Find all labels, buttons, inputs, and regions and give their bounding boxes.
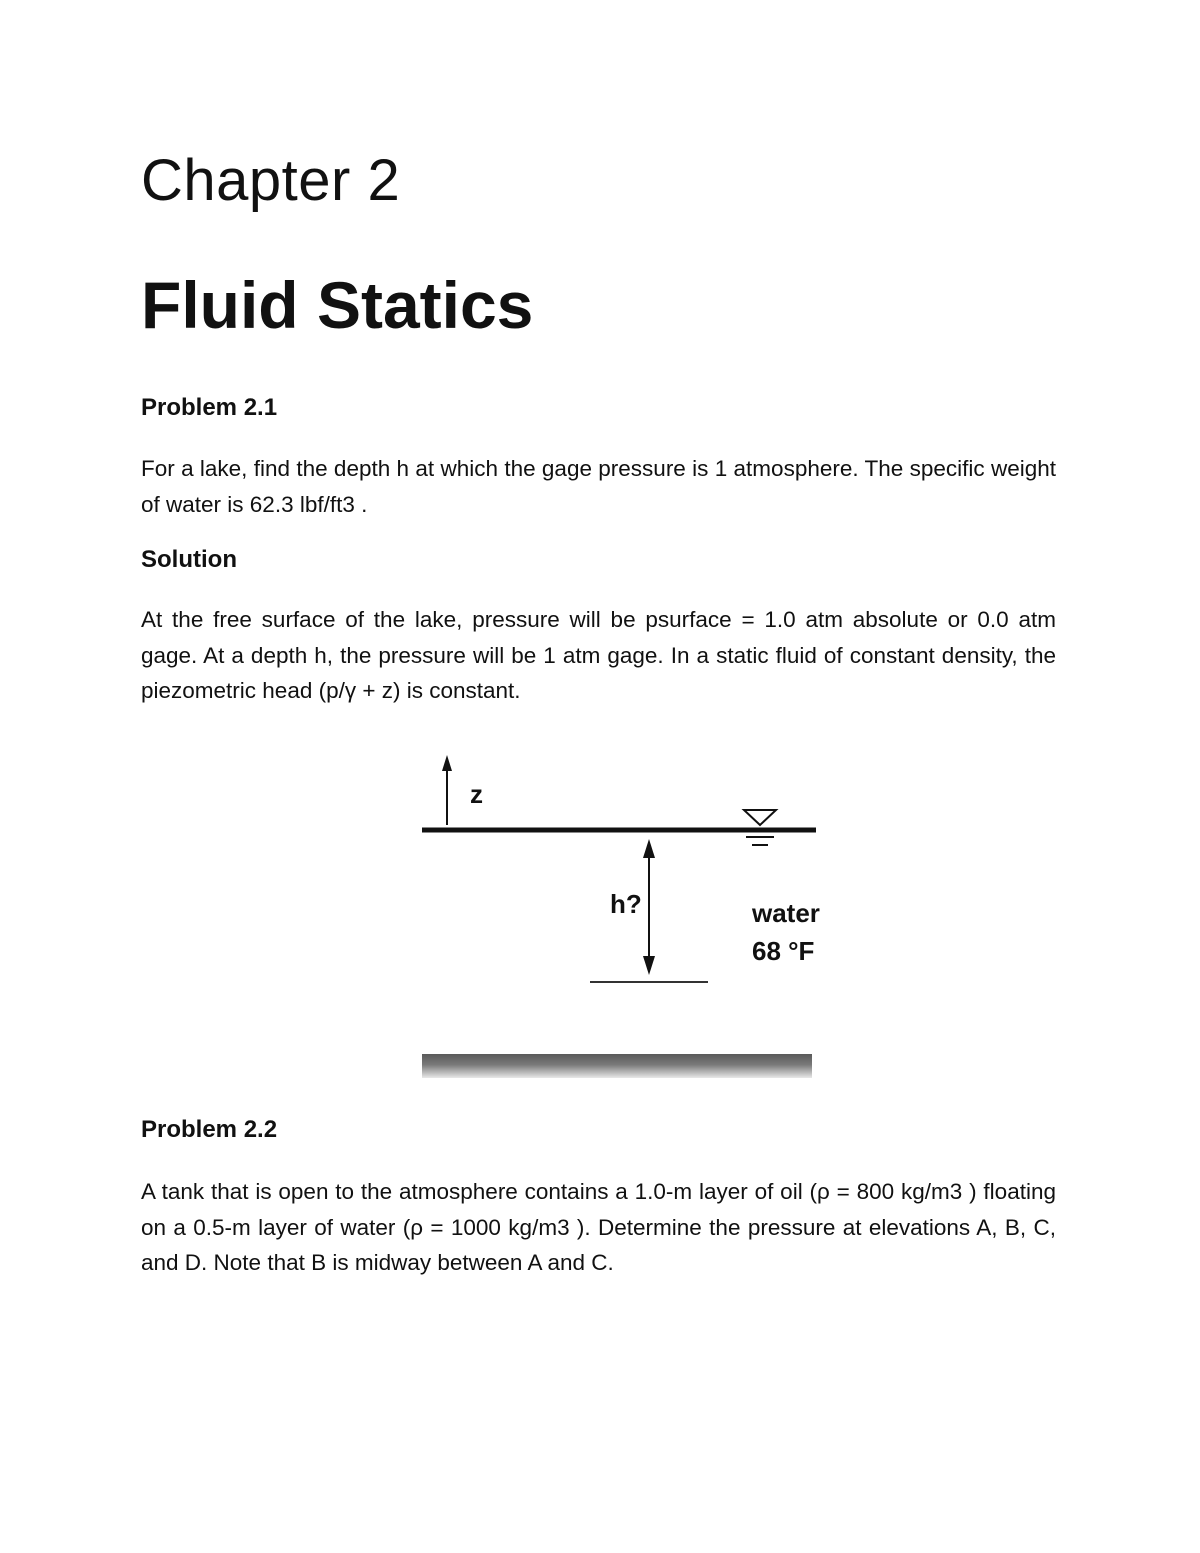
solution-heading: Solution (141, 546, 237, 573)
depth-label: h? (610, 889, 642, 919)
z-axis-arrow (442, 755, 452, 825)
water-label: water (752, 898, 820, 928)
lake-depth-diagram (400, 745, 840, 1090)
z-label: z (470, 779, 483, 809)
chapter-label: Chapter 2 (141, 148, 401, 213)
problem-2-2-text: A tank that is open to the atmosphere contains a 1.0-m layer of oil (ρ = 800 kg/m3 ) floating on a 0.5-m layer of water (ρ = 1000 kg/m3 ). Determine the pressure at elevations A, B, C, and D. Note that B is midway between A and C. (141, 1179, 1056, 1275)
chapter-title: Fluid Statics (141, 268, 534, 342)
temperature-label: 68 °F (752, 936, 815, 966)
problem-2-1-text: For a lake, find the depth h at which the gage pressure is 1 atmosphere. The specific weight of water is 62.3 lbf/ft3 . (141, 456, 1056, 517)
depth-arrow (643, 839, 655, 975)
solution-text: At the free surface of the lake, pressure will be psurface = 1.0 atm absolute or 0.0 atm gage. At a depth h, the pressure will be 1 atm gage. In a static fluid of constant density, the piezometric head (p/γ + z) is constant. (141, 607, 1056, 703)
problem-2-2-heading: Problem 2.2 (141, 1116, 278, 1143)
problem-2-1-heading: Problem 2.1 (141, 394, 278, 421)
lake-bottom (422, 1054, 812, 1078)
